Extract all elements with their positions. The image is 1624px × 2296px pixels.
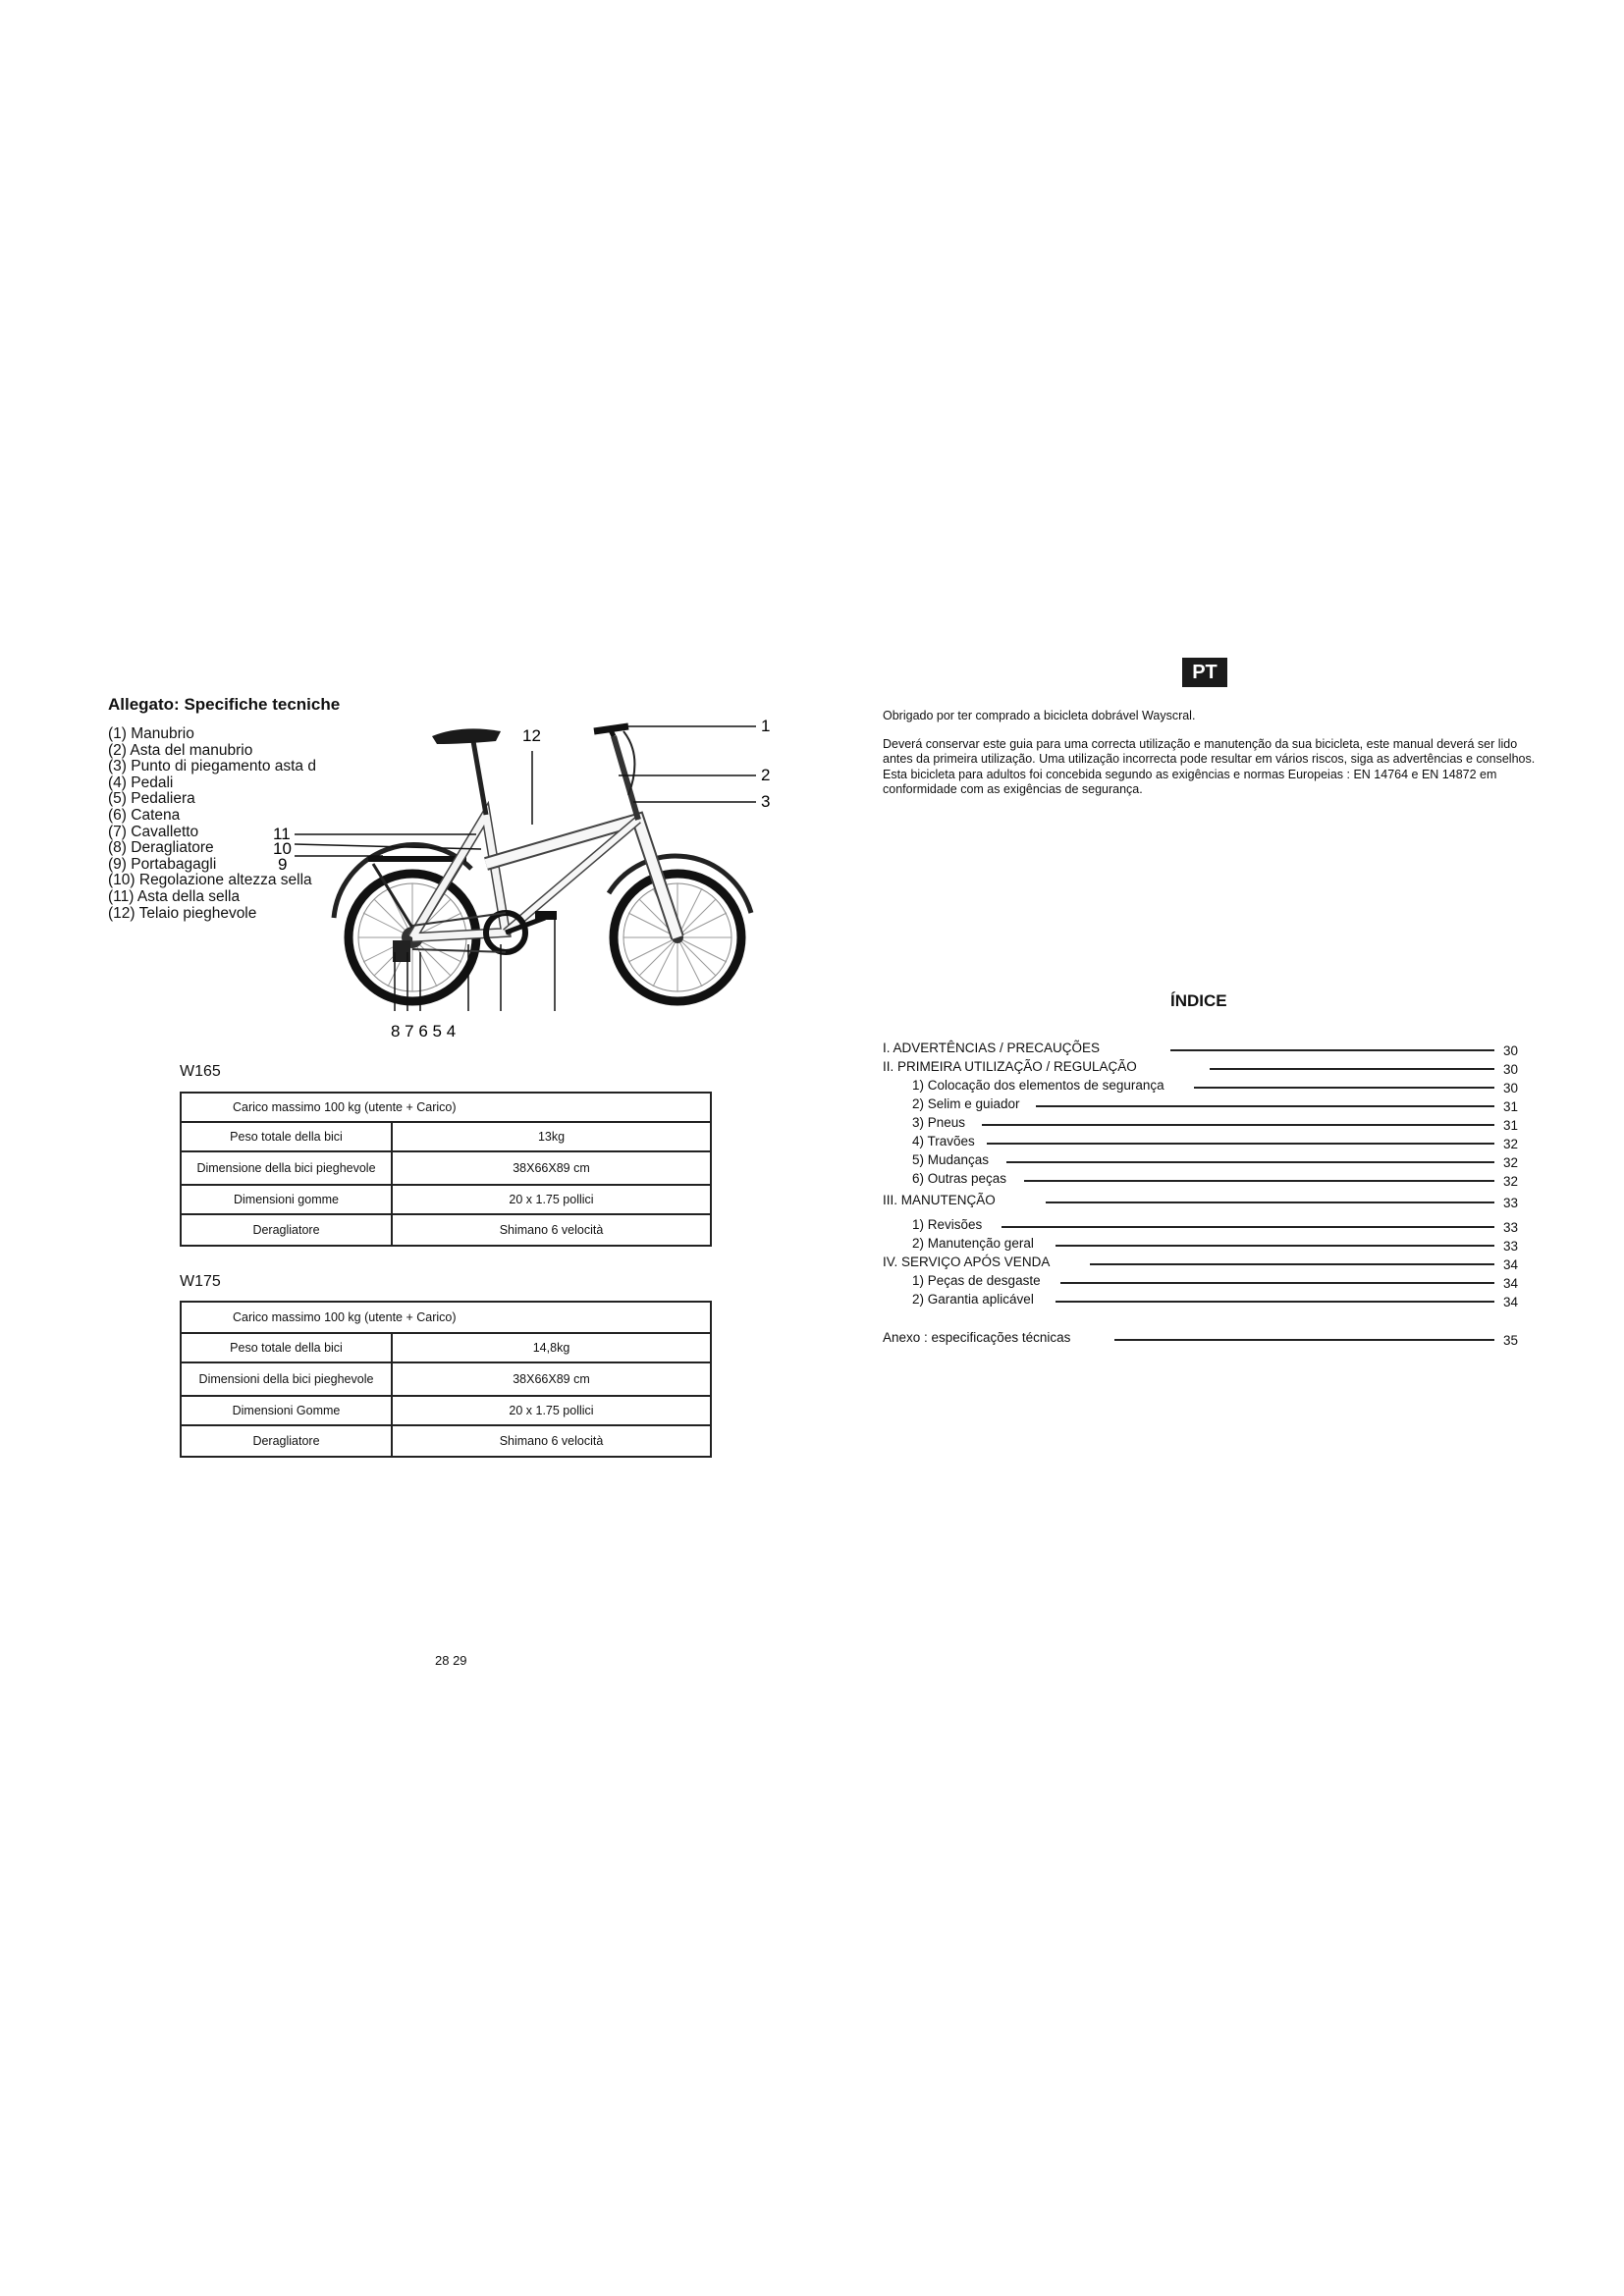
language-badge: PT (1182, 658, 1227, 687)
toc-leader-line (1006, 1161, 1494, 1163)
toc-page-number: 33 (1503, 1220, 1519, 1235)
part-item: (7) Cavalletto (108, 823, 199, 840)
callout-2: 2 (761, 766, 771, 784)
index-title: ÍNDICE (1170, 991, 1227, 1010)
spec-label: Peso totale della bici (181, 1333, 392, 1362)
intro-text (883, 709, 1550, 811)
toc-page-number: 35 (1503, 1333, 1519, 1348)
spec-title: Allegato: Specifiche tecniche (108, 695, 341, 714)
toc-leader-line (1114, 1339, 1494, 1341)
part-item: (11) Asta della sella (108, 887, 241, 905)
spec-table-w175 (180, 1301, 712, 1458)
toc-page-number: 34 (1503, 1295, 1519, 1309)
callout-9: 9 (278, 855, 288, 874)
intro-paragraph: Deverá conservar este guia para uma correcta utilização e manutenção da sua bicicleta, este manual deverá ser lido antes da primeira utilização. Uma utilização incorrecta pode resultar em vários riscos, siga as advertências e conselhos. Esta bicicleta para adultos foi concebida segundo as exigências e normas Europeias : EN 14764 e EN 14872 em conformidade com as exigências de segurança. (883, 736, 1536, 797)
spec-value: Shimano 6 velocità (392, 1214, 711, 1246)
load-cell: Carico massimo 100 kg (utente + Carico) (181, 1093, 711, 1122)
callout-11: 11 (273, 825, 291, 843)
spec-label: Peso totale della bici (181, 1122, 392, 1151)
toc-leader-line (1210, 1068, 1494, 1070)
toc-entry: Anexo : especificações técnicas (883, 1330, 1071, 1345)
toc-page-number: 31 (1503, 1118, 1519, 1133)
model-w165-title: W165 (180, 1063, 221, 1080)
spec-value: 38X66X89 cm (392, 1362, 711, 1396)
toc-leader-line (1194, 1087, 1494, 1089)
toc-entry: 4) Travões (912, 1134, 975, 1148)
part-item: (4) Pedali (108, 774, 174, 791)
toc-page-number: 34 (1503, 1257, 1519, 1272)
toc-page-number: 30 (1503, 1062, 1519, 1077)
callout-3: 3 (761, 792, 771, 811)
toc-entry: I. ADVERTÊNCIAS / PRECAUÇÕES (883, 1041, 1101, 1055)
toc-page-number: 34 (1503, 1276, 1519, 1291)
toc-page-number: 30 (1503, 1081, 1519, 1095)
toc-leader-line (1046, 1201, 1494, 1203)
intro-paragraph: Obrigado por ter comprado a bicicleta dobrável Wayscral. (883, 709, 1196, 722)
toc-entry: 2) Manutenção geral (912, 1236, 1034, 1251)
toc-leader-line (1090, 1263, 1494, 1265)
spec-value: 20 x 1.75 pollici (392, 1185, 711, 1214)
model-w175-title: W175 (180, 1273, 221, 1290)
toc-page-number: 33 (1503, 1196, 1519, 1210)
part-item: (10) Regolazione altezza sella (108, 872, 312, 889)
part-item: (3) Punto di piegamento asta d (108, 758, 316, 775)
spec-value: 14,8kg (392, 1333, 711, 1362)
toc-page-number: 32 (1503, 1137, 1519, 1151)
toc-entry: II. PRIMEIRA UTILIZAÇÃO / REGULAÇÃO (883, 1059, 1137, 1074)
spec-table-w165 (180, 1092, 712, 1247)
toc-leader-line (1056, 1301, 1494, 1303)
spec-label: Dimensioni della bici pieghevole (181, 1362, 392, 1396)
toc-leader-line (987, 1143, 1494, 1145)
spec-label: Deragliatore (181, 1425, 392, 1457)
spec-value: 13kg (392, 1122, 711, 1151)
toc-page-number: 30 (1503, 1043, 1519, 1058)
toc-entry: 2) Selim e guiador (912, 1096, 1020, 1111)
toc-entry: IV. SERVIÇO APÓS VENDA (883, 1255, 1051, 1269)
callout-12: 12 (522, 726, 541, 745)
part-item: (12) Telaio pieghevole (108, 904, 257, 922)
toc-leader-line (1060, 1282, 1494, 1284)
spec-label: Dimensioni gomme (181, 1185, 392, 1214)
toc-leader-line (1170, 1049, 1494, 1051)
part-item: (1) Manubrio (108, 725, 194, 742)
toc-page-number: 33 (1503, 1239, 1519, 1254)
part-item: (6) Catena (108, 806, 181, 824)
part-item: (5) Pedaliera (108, 790, 195, 808)
toc-leader-line (982, 1124, 1494, 1126)
callout-1: 1 (761, 717, 771, 735)
callout-10: 10 (273, 839, 292, 858)
spec-label: Dimensioni Gomme (181, 1396, 392, 1425)
toc-page-number: 31 (1503, 1099, 1519, 1114)
page-numbers: 28 29 (435, 1653, 467, 1668)
toc-leader-line (1024, 1180, 1494, 1182)
part-item: (9) Portabagagli (108, 855, 217, 873)
toc-leader-line (1036, 1105, 1494, 1107)
spec-value: Shimano 6 velocità (392, 1425, 711, 1457)
toc-entry: 2) Garantia aplicável (912, 1292, 1034, 1307)
spec-value: 38X66X89 cm (392, 1151, 711, 1185)
part-item: (8) Deragliatore (108, 839, 214, 857)
toc-leader-line (1001, 1226, 1494, 1228)
spec-value: 20 x 1.75 pollici (392, 1396, 711, 1425)
load-cell: Carico massimo 100 kg (utente + Carico) (181, 1302, 711, 1333)
toc-entry: 1) Peças de desgaste (912, 1273, 1041, 1288)
toc-entry: 6) Outras peças (912, 1171, 1007, 1186)
toc-entry: 1) Revisões (912, 1217, 983, 1232)
bike-illustration (273, 687, 805, 1041)
spec-label: Dimensione della bici pieghevole (181, 1151, 392, 1185)
toc-entry: 3) Pneus (912, 1115, 966, 1130)
toc-entry: 1) Colocação dos elementos de segurança (912, 1078, 1164, 1093)
part-item: (2) Asta del manubrio (108, 741, 253, 759)
callout-bottom: 8 7 6 5 4 (391, 1022, 457, 1041)
spec-label: Deragliatore (181, 1214, 392, 1246)
toc-leader-line (1056, 1245, 1494, 1247)
toc-entry: III. MANUTENÇÃO (883, 1193, 996, 1207)
toc-page-number: 32 (1503, 1174, 1519, 1189)
toc-entry: 5) Mudanças (912, 1152, 990, 1167)
toc-page-number: 32 (1503, 1155, 1519, 1170)
